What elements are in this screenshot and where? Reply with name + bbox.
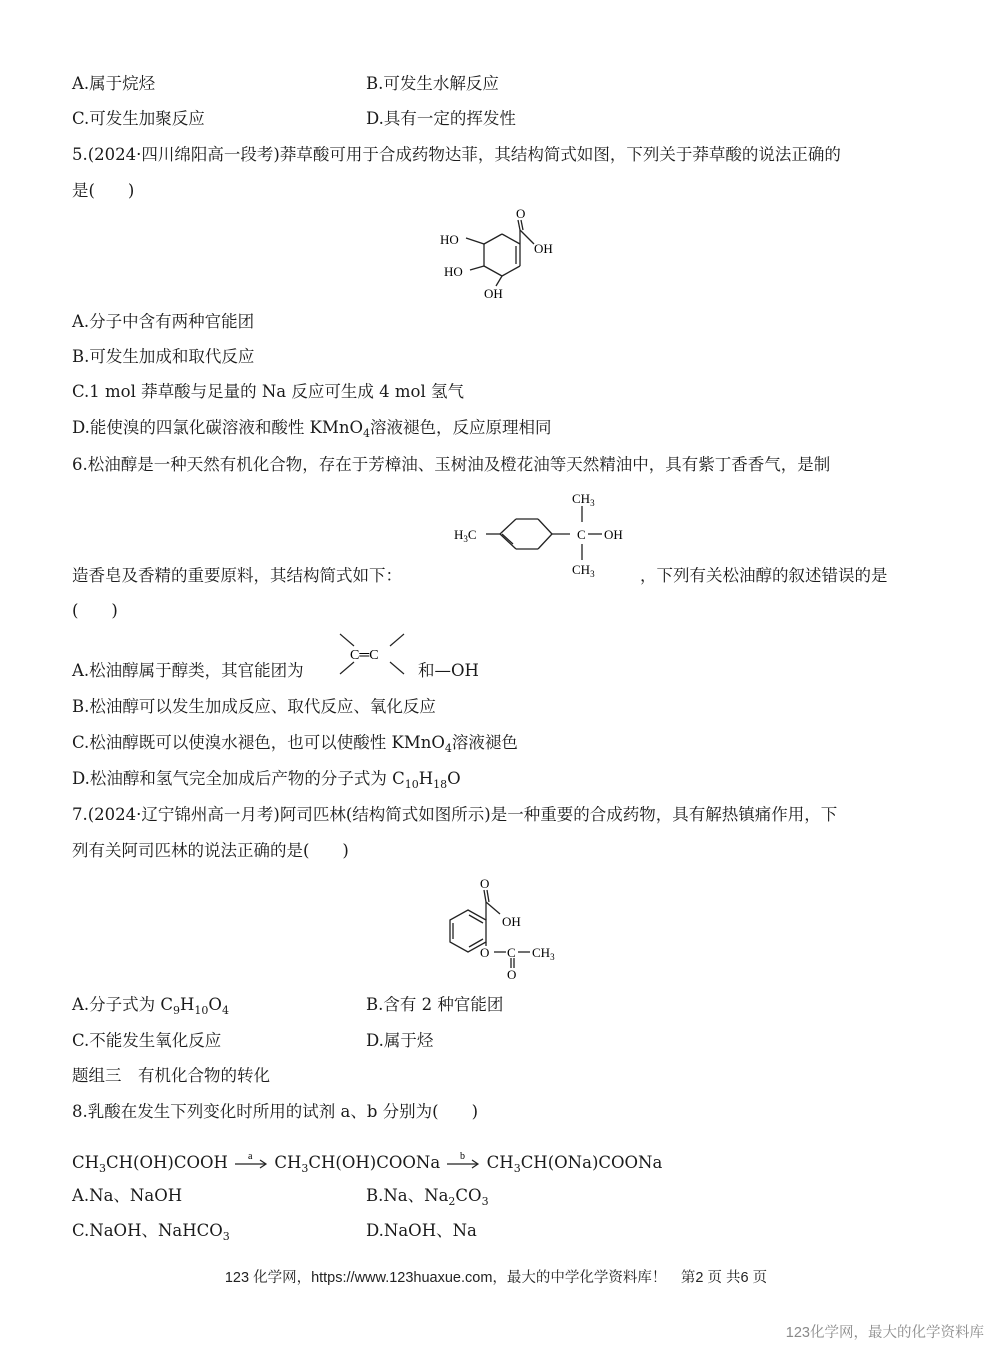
oh-label-bottom: OH [484, 286, 503, 301]
acid-o-label: O [480, 876, 490, 891]
q8-option-c: C.NaOH、NaHCO$_3$ [72, 1221, 230, 1243]
cc-double-bond-label: C═C [350, 648, 379, 663]
q5-stem-line1: 5.(2024·四川绵阳高一段考)莽草酸可用于合成药物达菲，其结构简式如图，下列关于莽草酸的说法正确的 [72, 145, 841, 164]
h3c-label: $H_3C$ [454, 527, 477, 544]
watermark: 123化学网，最大的化学资料库 [785, 1325, 984, 1341]
ester-carbonyl-o-label: O [507, 967, 517, 982]
q4-option-d: D.具有一定的挥发性 [366, 109, 516, 128]
q7-option-c: C.不能发生氧化反应 [72, 1031, 222, 1050]
q5-option-b: B.可发生加成和取代反应 [72, 347, 255, 366]
q5-option-c: C.1 mol 莽草酸与足量的 Na 反应可生成 4 mol 氢气 [72, 382, 464, 401]
ch3-top-label: $CH_3$ [572, 491, 595, 508]
ester-o-label: O [480, 945, 490, 960]
aspirin-structure [422, 872, 572, 982]
page-footer: 123 化学网，https://www.123huaxue.com，最大的中学化学资料库！ 第2 页 共6 页 [224, 1270, 768, 1286]
ch3-bottom-label: $CH_3$ [572, 562, 595, 579]
group3-heading: 题组三 有机化合物的转化 [72, 1066, 270, 1085]
q4-option-b: B.可发生水解反应 [366, 74, 499, 93]
q8-option-b: B.Na、$Na_2CO_3$ [366, 1186, 489, 1208]
quaternary-c-label: C [577, 527, 586, 542]
shikimic-acid-structure [430, 208, 570, 304]
q4-option-c: C.可发生加聚反应 [72, 109, 205, 128]
q7-option-d: D.属于烃 [366, 1031, 434, 1050]
q6-option-a-hydroxyl: 和—OH [418, 661, 479, 680]
reaction-arrow-a [233, 1150, 269, 1172]
carbonyl-o-label: O [516, 208, 526, 221]
ester-c-label: C [507, 945, 516, 960]
q6-stem-line1: 6.松油醇是一种天然有机化合物，存在于芳樟油、玉树油及橙花油等天然精油中，具有紫丁香香气，是制 [72, 455, 831, 474]
q7-option-b: B.含有 2 种官能团 [366, 995, 504, 1014]
q7-stem-line1: 7.(2024·辽宁锦州高一月考)阿司匹林(结构简式如图所示)是一种重要的合成药物，具有解热镇痛作用，下 [72, 805, 838, 824]
q7-stem-line2: 列有关阿司匹林的说法正确的是( ) [72, 841, 349, 860]
q6-option-b: B.松油醇可以发生加成反应、取代反应、氧化反应 [72, 697, 436, 716]
q7-option-a: A.分子式为 $C_9H_{10}O_4$ [72, 995, 229, 1017]
reagent-a-label: a [248, 1151, 253, 1162]
q5-stem-line2: 是( ) [72, 181, 135, 200]
ch3-label: $CH_3$ [532, 945, 555, 962]
oh-label: OH [604, 527, 623, 542]
q8-option-d: D.NaOH、Na [366, 1221, 477, 1240]
q5-option-d: D.能使溴的四氯化碳溶液和酸性 KMnO$_4$溶液褪色，反应原理相同 [72, 418, 552, 440]
reagent-b-label: b [460, 1151, 466, 1162]
ho-label-top: HO [440, 232, 459, 247]
alkene-group-structure [332, 628, 412, 680]
q8-option-a: A.Na、NaOH [72, 1186, 183, 1205]
terpineol-structure [446, 486, 646, 582]
reaction-arrow-b [445, 1150, 481, 1172]
ho-label-left: HO [444, 264, 463, 279]
q8-stem: 8.乳酸在发生下列变化时所用的试剂 a、b 分别为( ) [72, 1102, 479, 1121]
q6-stem-line2-end: ，下列有关松油醇的叙述错误的是 [640, 566, 888, 585]
q6-option-d: D.松油醇和氢气完全加成后产物的分子式为 $C_{10}H_{18}O$ [72, 769, 461, 791]
q5-option-a: A.分子中含有两种官能团 [72, 312, 255, 331]
q6-stem-line2-start: 造香皂及香精的重要原料，其结构简式如下： [72, 566, 402, 585]
q4-option-a: A.属于烷烃 [72, 74, 156, 93]
acid-oh-label: OH [534, 241, 553, 256]
acid-oh-label: OH [502, 914, 521, 929]
q6-option-c: C.松油醇既可以使溴水褪色，也可以使酸性 KMnO$_4$溶液褪色 [72, 733, 518, 755]
q8-equation: $CH_3CH(OH)COOH$ a $CH_3CH(OH)COONa$ b $CH_3CH(ONa)COONa$ [72, 1151, 663, 1175]
q6-option-a: A.松油醇属于醇类，其官能团为 [72, 661, 304, 680]
q6-stem-line3: ( ) [72, 601, 118, 620]
